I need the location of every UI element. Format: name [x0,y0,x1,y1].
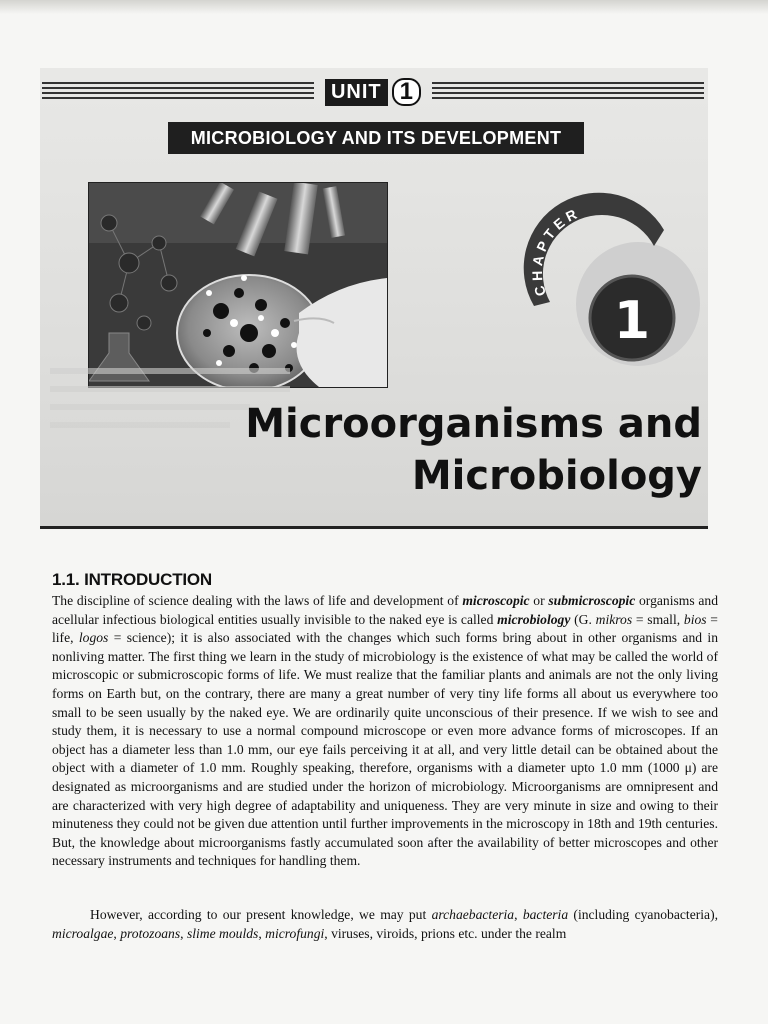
chapter-label: CHAPTER [528,204,583,298]
section-heading: 1.1. INTRODUCTION [52,570,213,589]
lab-photo-illustration [89,183,387,387]
unit-title: MICROBIOLOGY AND ITS DEVELOPMENT [168,122,584,154]
chapter-badge [504,186,704,366]
unit-label: UNIT [325,79,388,106]
decorative-stripes-right [432,82,704,102]
chapter-banner [40,68,708,529]
decorative-stripes-left [42,82,314,102]
show-through-line [50,368,290,374]
show-through-line [50,386,290,392]
chapter-badge-graphic [504,186,704,366]
unit-heading [314,76,432,108]
chapter-title-line2: Microbiology [411,453,702,499]
chapter-title [245,398,702,502]
second-paragraph: However, according to our present knowledge, we may put archaebacteria, bacteria (including cyanobacteria), microalgae, protozoans, slime moulds, microfungi, viruses, viroids, prions etc. under the realm [52,907,718,941]
chapter-title-line1: Microorganisms and [245,401,702,447]
chapter-number: 1 [613,291,651,351]
microscope-petri-dish-photo [88,182,388,388]
unit-number: 1 [392,78,421,106]
intro-paragraph: The discipline of science dealing with the laws of life and development of microscopic or submicroscopic organisms and acellular infectious biological entities usually invisible to the naked eye is called microbiology (G. mikros = small, bios = life, logos = science); it is also associated with the changes which such forms bring about in other organisms and in nonliving matter. The first thing we learn in the study of microbiology is the existence of what may be called the world of microscopic or submicroscopic forms of life. We must realize that the familiar plants and animals are not the only living forms on Earth but, on the contrary, there are many a great number of very tiny life forms all about us everywhere too small to be seen usually by the naked eye. We are ordinarily quite unconscious of their presence. If we wish to see and study them, it is necessary to use a normal compound microscope or even more advance forms of microscopes. If an object has a diameter less than 1.0 mm, our eye fails perceiving it at all, and very little detail can be obtained about the object with a diameter of 1.0 mm. Roughly speaking, therefore, organisms with a diameter upto 1.0 mm (1000 μ) are designated as microorganisms and are studied under the horizon of microbiology. Microorganisms are omnipresent and are characterized with very high degree of adaptability and uniqueness. They are very minute in size and owing to their minuteness they could not be given due attention until further improvements in the microscopy in 18th and 19th centuries. But, the knowledge about microorganisms fastly accumulated soon after the availability of better microscopes and other necessary instruments and techniques for handling them. [52,593,719,869]
show-through-line [50,422,230,428]
page-top-shadow [0,0,768,14]
show-through-line [50,404,250,410]
